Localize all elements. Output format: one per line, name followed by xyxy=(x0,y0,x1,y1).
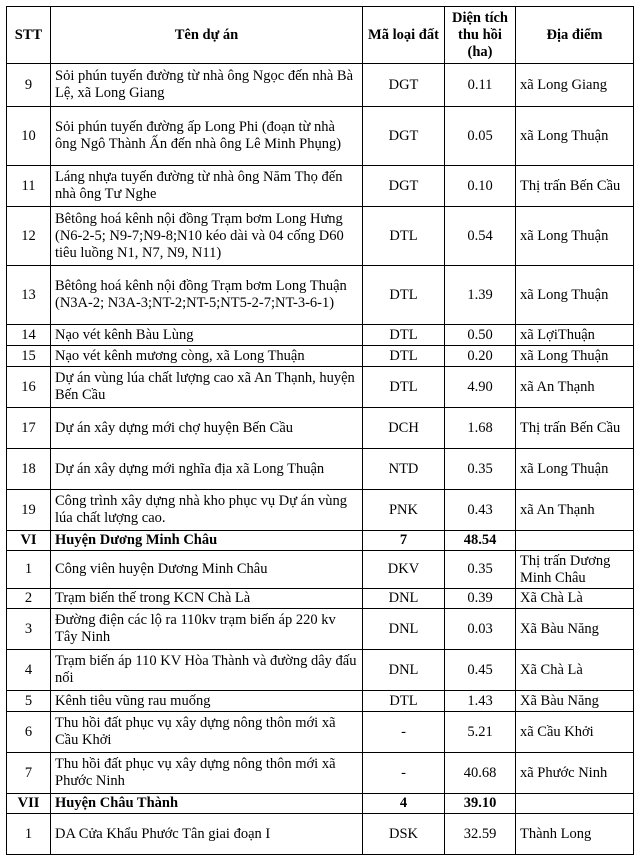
table-row xyxy=(7,691,634,712)
recovered-area: 1.39 xyxy=(445,266,516,325)
recovered-area: 5.21 xyxy=(445,712,516,753)
recovered-area: 0.50 xyxy=(445,325,516,346)
project-name: DA Cửa Khẩu Phước Tân giai đoạn I xyxy=(51,814,363,855)
project-name: Huyện Dương Minh Châu xyxy=(51,531,363,551)
row-number: 14 xyxy=(7,325,51,346)
recovered-area: 32.59 xyxy=(445,814,516,855)
land-code: DSK xyxy=(363,814,445,855)
project-name: Huyện Châu Thành xyxy=(51,794,363,814)
recovered-area: 0.43 xyxy=(445,490,516,531)
header-row xyxy=(7,7,634,64)
location: xã LợiThuận xyxy=(516,325,634,346)
project-name: Láng nhựa tuyến đường từ nhà ông Năm Thọ đến nhà ông Tư Nghe xyxy=(51,166,363,207)
land-code: 7 xyxy=(363,531,445,551)
land-code: PNK xyxy=(363,490,445,531)
row-number: VII xyxy=(7,794,51,814)
land-code: DCH xyxy=(363,408,445,449)
table-row xyxy=(7,551,634,589)
location: xã Long Thuận xyxy=(516,346,634,367)
land-code: 4 xyxy=(363,794,445,814)
recovered-area: 1.68 xyxy=(445,408,516,449)
project-name: Thu hồi đất phục vụ xây dựng nông thôn mới xã Cầu Khởi xyxy=(51,712,363,753)
header-area: Diện tích thu hồi (ha) xyxy=(445,7,516,64)
project-name: Trạm biến thế trong KCN Chà Là xyxy=(51,589,363,609)
project-name: Đường điện các lộ ra 110kv trạm biến áp 220 kv Tây Ninh xyxy=(51,609,363,650)
recovered-area: 0.11 xyxy=(445,64,516,107)
row-number: 12 xyxy=(7,207,51,266)
land-recovery-table xyxy=(6,6,634,855)
table-row xyxy=(7,107,634,166)
land-code: DTL xyxy=(363,691,445,712)
table-row xyxy=(7,449,634,490)
table-row xyxy=(7,325,634,346)
table-row xyxy=(7,490,634,531)
row-number: 7 xyxy=(7,753,51,794)
recovered-area: 0.39 xyxy=(445,589,516,609)
group-row xyxy=(7,794,634,814)
recovered-area: 1.43 xyxy=(445,691,516,712)
location: xã Long Thuận xyxy=(516,266,634,325)
row-number: 17 xyxy=(7,408,51,449)
location: Thị trấn Bến Cầu xyxy=(516,408,634,449)
project-name: Sỏi phún tuyến đường ấp Long Phi (đoạn từ nhà ông Ngô Thành Ấn đến nhà ông Lê Minh Phụng) xyxy=(51,107,363,166)
table-row xyxy=(7,408,634,449)
land-code: DNL xyxy=(363,589,445,609)
location: xã Long Thuận xyxy=(516,449,634,490)
project-name: Dự án xây dựng mới chợ huyện Bến Cầu xyxy=(51,408,363,449)
land-code: DTL xyxy=(363,266,445,325)
location: Thành Long xyxy=(516,814,634,855)
header-location: Địa điểm xyxy=(516,7,634,64)
recovered-area: 0.20 xyxy=(445,346,516,367)
row-number: 9 xyxy=(7,64,51,107)
location: Thị trấn Dương Minh Châu xyxy=(516,551,634,589)
land-code: DNL xyxy=(363,650,445,691)
row-number: 2 xyxy=(7,589,51,609)
recovered-area: 4.90 xyxy=(445,367,516,408)
header-land-code: Mã loại đất xyxy=(363,7,445,64)
land-code: - xyxy=(363,712,445,753)
header-project-name: Tên dự án xyxy=(51,7,363,64)
row-number: 10 xyxy=(7,107,51,166)
row-number: 1 xyxy=(7,551,51,589)
location: xã Long Giang xyxy=(516,64,634,107)
location xyxy=(516,531,634,551)
table-row xyxy=(7,266,634,325)
location: xã An Thạnh xyxy=(516,490,634,531)
location: xã Long Thuận xyxy=(516,107,634,166)
land-code: DTL xyxy=(363,325,445,346)
land-code: - xyxy=(363,753,445,794)
row-number: 4 xyxy=(7,650,51,691)
row-number: 5 xyxy=(7,691,51,712)
row-number: 19 xyxy=(7,490,51,531)
location: Xã Chà Là xyxy=(516,589,634,609)
recovered-area: 0.45 xyxy=(445,650,516,691)
header-stt: STT xyxy=(7,7,51,64)
location: xã Long Thuận xyxy=(516,207,634,266)
row-number: 18 xyxy=(7,449,51,490)
land-code: DTL xyxy=(363,346,445,367)
recovered-area: 0.54 xyxy=(445,207,516,266)
project-name: Công viên huyện Dương Minh Châu xyxy=(51,551,363,589)
table-row xyxy=(7,367,634,408)
table-row xyxy=(7,166,634,207)
land-code: DKV xyxy=(363,551,445,589)
table-row xyxy=(7,753,634,794)
location: xã Cầu Khởi xyxy=(516,712,634,753)
land-code: DGT xyxy=(363,166,445,207)
table-row xyxy=(7,609,634,650)
table-row xyxy=(7,814,634,855)
project-name: Dự án vùng lúa chất lượng cao xã An Thạnh, huyện Bến Cầu xyxy=(51,367,363,408)
row-number: 16 xyxy=(7,367,51,408)
project-name: Nạo vét kênh mương còng, xã Long Thuận xyxy=(51,346,363,367)
location: xã Phước Ninh xyxy=(516,753,634,794)
location: Xã Chà Là xyxy=(516,650,634,691)
land-code: DGT xyxy=(363,64,445,107)
row-number: 6 xyxy=(7,712,51,753)
row-number: 15 xyxy=(7,346,51,367)
recovered-area: 0.10 xyxy=(445,166,516,207)
land-code: DTL xyxy=(363,367,445,408)
table-row xyxy=(7,650,634,691)
recovered-area: 39.10 xyxy=(445,794,516,814)
recovered-area: 48.54 xyxy=(445,531,516,551)
project-name: Sỏi phún tuyến đường từ nhà ông Ngọc đến nhà Bà Lệ, xã Long Giang xyxy=(51,64,363,107)
recovered-area: 40.68 xyxy=(445,753,516,794)
land-code: DNL xyxy=(363,609,445,650)
row-number: 1 xyxy=(7,814,51,855)
recovered-area: 0.35 xyxy=(445,551,516,589)
project-name: Công trình xây dựng nhà kho phục vụ Dự án vùng lúa chất lượng cao. xyxy=(51,490,363,531)
group-row xyxy=(7,531,634,551)
project-name: Bêtông hoá kênh nội đồng Trạm bơm Long Hưng (N6-2-5; N9-7;N9-8;N10 kéo dài và 04 cống D60 tiêu luồng N1, N7, N9, N11) xyxy=(51,207,363,266)
table-row xyxy=(7,712,634,753)
row-number: VI xyxy=(7,531,51,551)
location: Xã Bàu Năng xyxy=(516,609,634,650)
location xyxy=(516,794,634,814)
table-row xyxy=(7,64,634,107)
land-code: DTL xyxy=(363,207,445,266)
table-row xyxy=(7,589,634,609)
location: Xã Bàu Năng xyxy=(516,691,634,712)
project-name: Bêtông hoá kênh nội đồng Trạm bơm Long Thuận (N3A-2; N3A-3;NT-2;NT-5;NT5-2-7;NT-3-6-1) xyxy=(51,266,363,325)
land-code: NTD xyxy=(363,449,445,490)
project-name: Trạm biến áp 110 KV Hòa Thành và đường dây đấu nối xyxy=(51,650,363,691)
table-row xyxy=(7,207,634,266)
project-name: Thu hồi đất phục vụ xây dựng nông thôn mới xã Phước Ninh xyxy=(51,753,363,794)
project-name: Nạo vét kênh Bàu Lùng xyxy=(51,325,363,346)
recovered-area: 0.03 xyxy=(445,609,516,650)
location: xã An Thạnh xyxy=(516,367,634,408)
row-number: 3 xyxy=(7,609,51,650)
recovered-area: 0.35 xyxy=(445,449,516,490)
project-name: Kênh tiêu vũng rau muống xyxy=(51,691,363,712)
project-name: Dự án xây dựng mới nghĩa địa xã Long Thuận xyxy=(51,449,363,490)
row-number: 13 xyxy=(7,266,51,325)
location: Thị trấn Bến Cầu xyxy=(516,166,634,207)
land-code: DGT xyxy=(363,107,445,166)
row-number: 11 xyxy=(7,166,51,207)
recovered-area: 0.05 xyxy=(445,107,516,166)
table-row xyxy=(7,346,634,367)
